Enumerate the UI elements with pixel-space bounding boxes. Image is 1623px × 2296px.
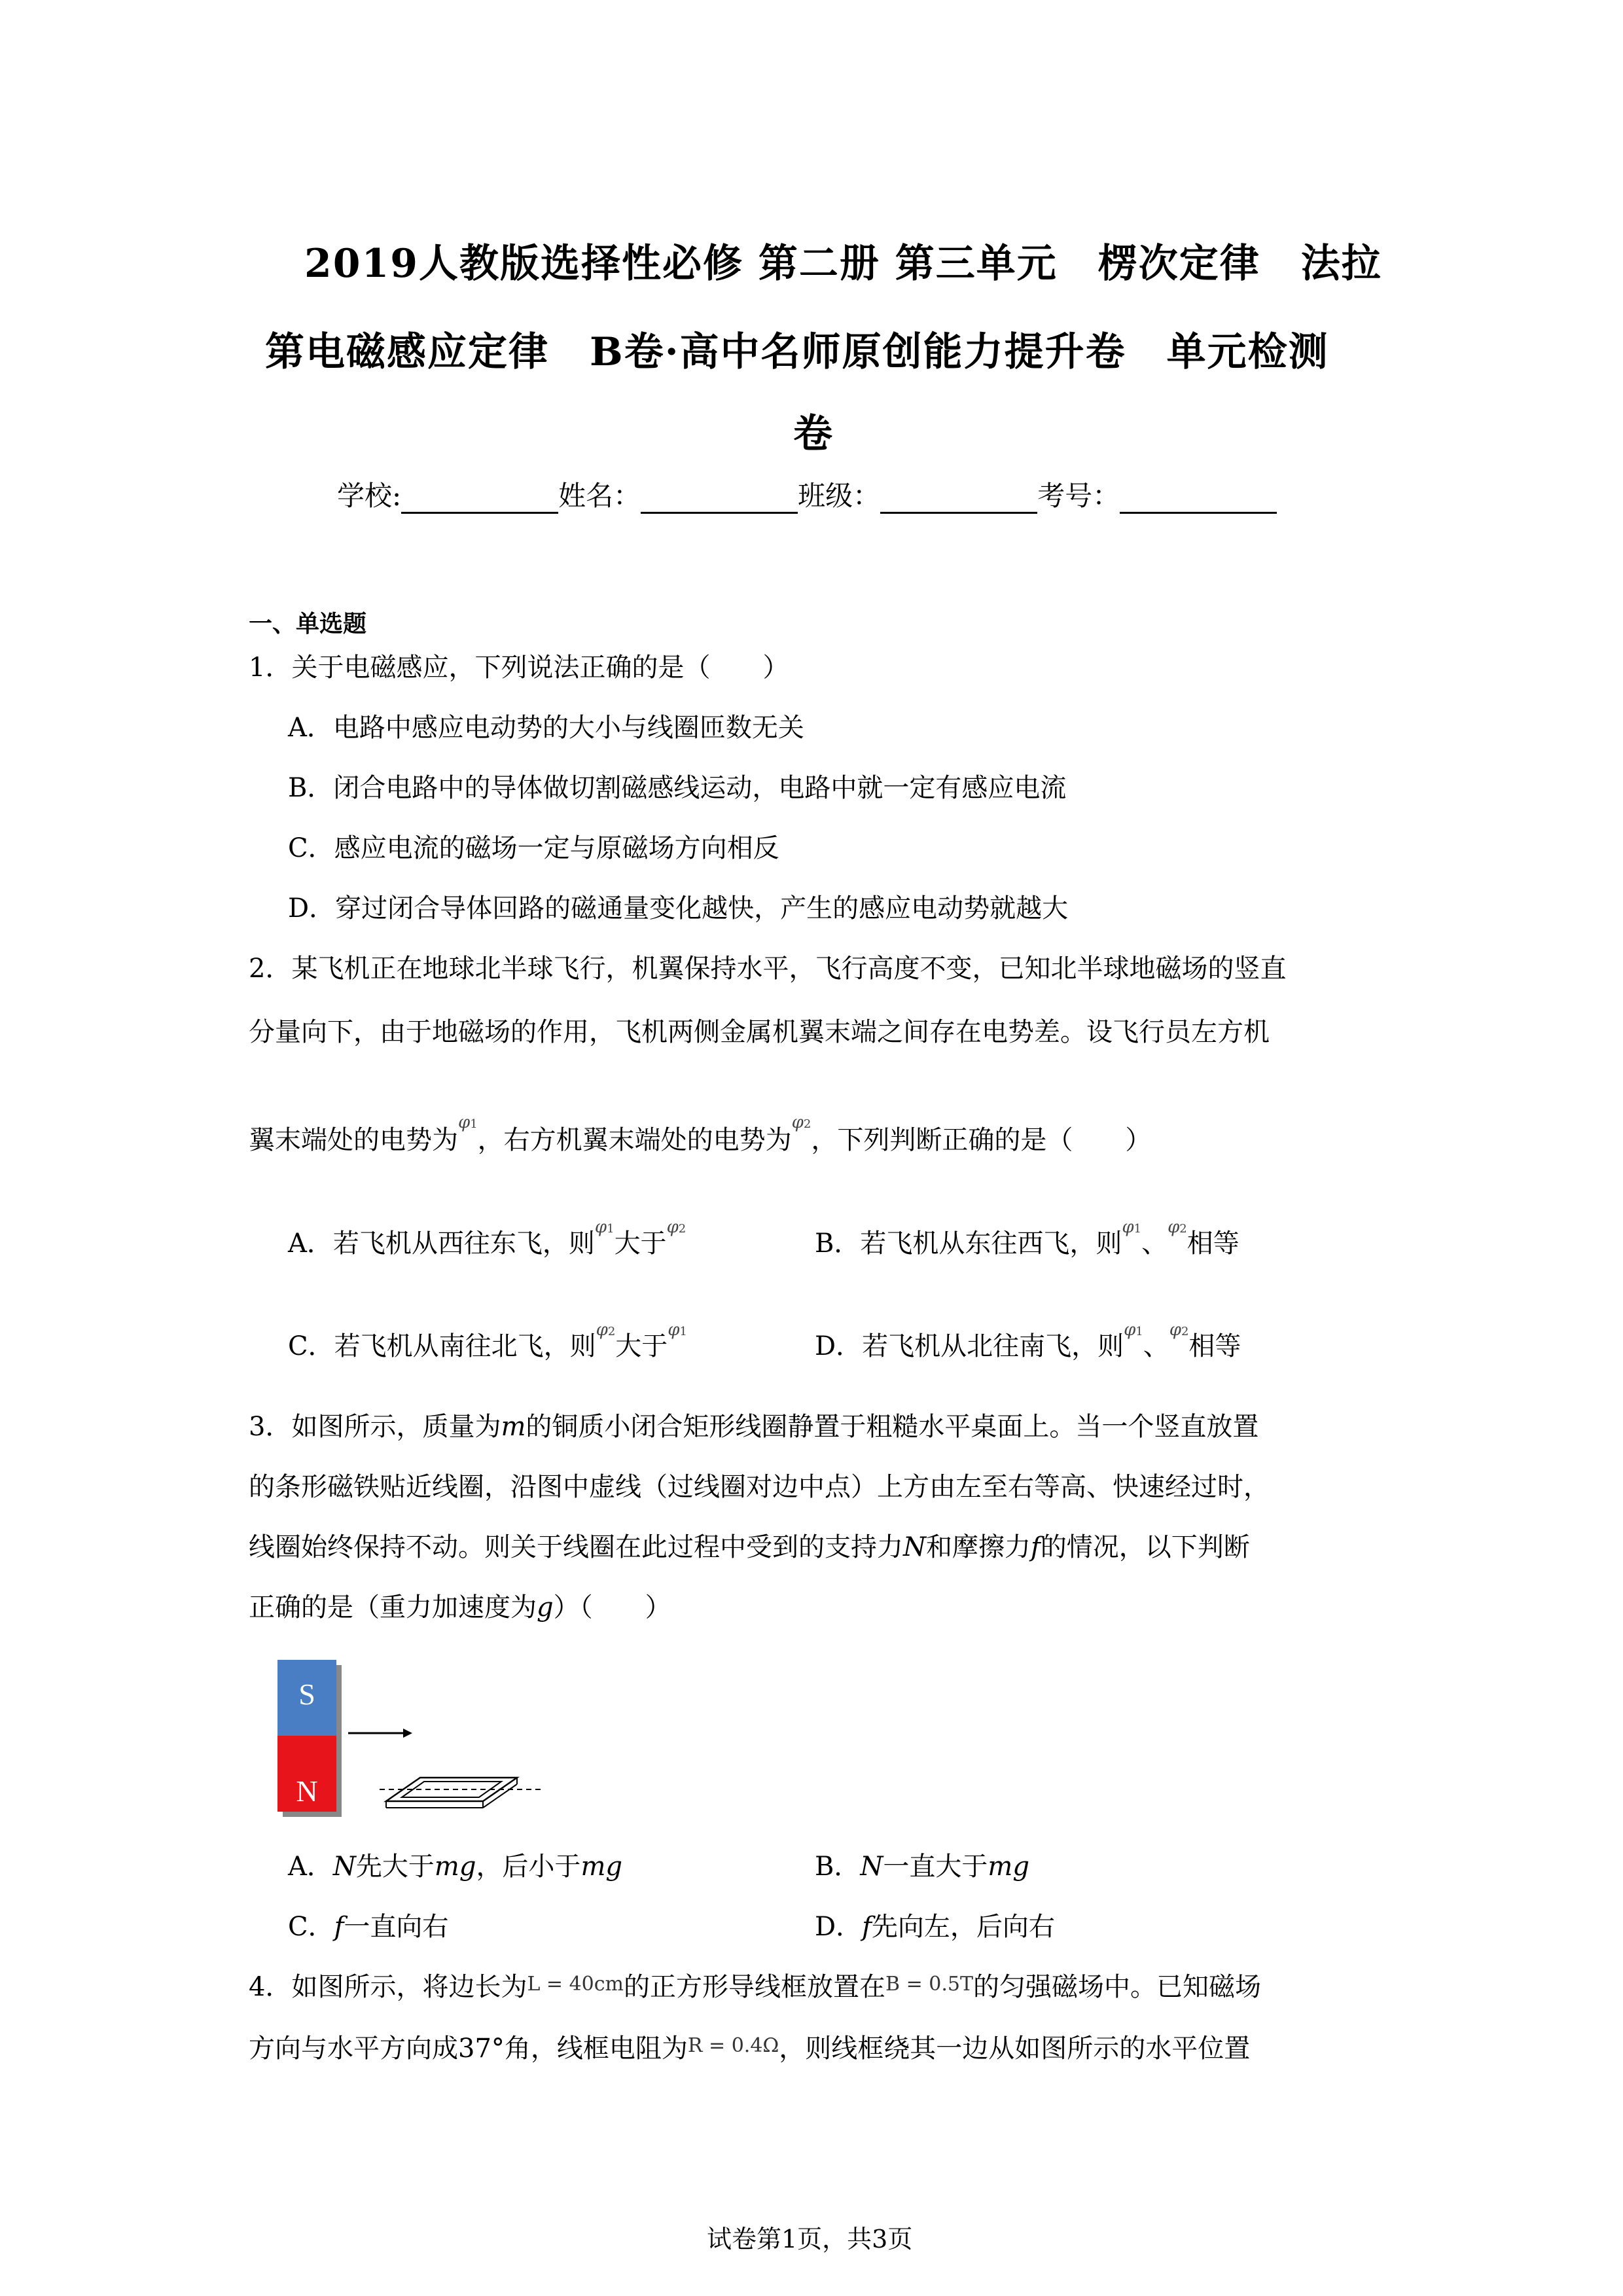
q2-option-a: A．若飞机从西往东飞，则$^{\varphi 1}$大于$^{\varphi 2}$ <box>288 1217 687 1259</box>
name-label: 姓名： <box>558 480 641 512</box>
q2-text-c: ，下列判断正确的是（ ） <box>811 1125 1152 1155</box>
q1-option-d: D．穿过闭合导体回路的磁通量变化越快，产生的感应电动势就越大 <box>288 893 1069 924</box>
q3-line-3: 线圈始终保持不动。则关于线圈在此过程中受到的支持力N和摩擦力f的情况，以下判断 <box>249 1532 1250 1562</box>
phi2-symbol: φ2 <box>596 1320 616 1340</box>
phi2-symbol: φ2 <box>791 1113 812 1132</box>
coil-thickness-edge <box>483 1784 517 1808</box>
page-footer: 试卷第1页，共3页 <box>707 2225 913 2253</box>
title-line-3: 卷 <box>793 411 834 457</box>
name-blank[interactable] <box>641 486 798 514</box>
magnet-coil-figure <box>275 1656 550 1826</box>
field-formula: B = 0.5T <box>885 1973 973 1996</box>
magnet-s-label: S <box>298 1677 315 1711</box>
title-line-2: 第电磁感应定律 B卷·高中名师原创能力提升卷 单元检测 <box>265 329 1329 375</box>
q2-line-1: 2．某飞机正在地球北半球飞行，机翼保持水平，飞行高度不变，已知北半球地磁场的竖直 <box>249 954 1287 984</box>
q2-text-b: ，右方机翼末端处的电势为 <box>477 1125 792 1155</box>
q1-option-b: B．闭合电路中的导体做切割磁感线运动，电路中就一定有感应电流 <box>288 773 1067 803</box>
q3-line-2: 的条形磁铁贴近线圈，沿图中虚线（过线圈对边中点）上方由左至右等高、快速经过时， <box>249 1472 1270 1502</box>
id-label: 考号： <box>1037 480 1120 512</box>
phi2-symbol: φ2 <box>1169 1320 1189 1340</box>
phi2-symbol: φ2 <box>1168 1217 1187 1237</box>
q2-line-3 <box>249 1113 1152 1157</box>
q3-option-a: A．N先大于mg，后小于mg <box>288 1852 622 1882</box>
id-blank[interactable] <box>1120 486 1277 514</box>
phi1-symbol: φ1 <box>458 1113 478 1132</box>
class-label: 班级： <box>798 480 881 512</box>
q1-option-a: A．电路中感应电动势的大小与线圈匝数无关 <box>288 713 804 743</box>
length-formula: L = 40cm <box>527 1973 624 1996</box>
q2-option-c: C．若飞机从南往北飞，则$^{\varphi 2}$大于$^{\varphi 1}$ <box>288 1320 687 1361</box>
q3-option-d: D．f先向左，后向右 <box>815 1912 1055 1942</box>
student-info-line <box>337 475 1277 514</box>
q4-line-2: 方向与水平方向成37°角，线框电阻为$^{R = 0.4\Omega}$，则线框绕其一边从如图所示的水平位置 <box>249 2034 1251 2064</box>
q2-option-b: B．若飞机从东往西飞，则$^{\varphi 1}$、$^{\varphi 2}$相等 <box>815 1217 1240 1259</box>
class-blank[interactable] <box>880 486 1037 514</box>
q3-option-c: C．f一直向右 <box>288 1912 449 1942</box>
phi1-symbol: φ1 <box>668 1320 687 1340</box>
phi1-symbol: φ1 <box>1122 1217 1142 1237</box>
school-blank[interactable] <box>401 486 558 514</box>
title-line-1: 2019人教版选择性必修 第二册 第三单元 楞次定律 法拉 <box>304 241 1382 287</box>
phi1-symbol: φ1 <box>1124 1320 1143 1340</box>
magnet-n-label: N <box>296 1774 318 1808</box>
q1-option-c: C．感应电流的磁场一定与原磁场方向相反 <box>288 833 779 863</box>
motion-arrowhead <box>403 1729 412 1738</box>
school-label: 学校: <box>337 480 402 512</box>
resistance-formula: R = 0.4Ω <box>687 2034 779 2057</box>
q2-line-2: 分量向下，由于地磁场的作用，飞机两侧金属机翼末端之间存在电势差。设飞行员左方机 <box>249 1017 1270 1047</box>
q4-line-1: 4．如图所示，将边长为$^{L = 40cm}$的正方形导线框放置在$^{B = 0.5T}$的匀强磁场中。已知磁场 <box>249 1972 1261 2002</box>
q3-option-b: B．N一直大于mg <box>815 1852 1029 1882</box>
q3-line-1: 3．如图所示，质量为m的铜质小闭合矩形线圈静置于粗糙水平桌面上。当一个竖直放置 <box>249 1412 1259 1442</box>
phi2-symbol: φ2 <box>666 1217 687 1237</box>
phi1-symbol: φ1 <box>594 1217 615 1237</box>
q1-stem: 1．关于电磁感应，下列说法正确的是（ ） <box>249 653 789 683</box>
q2-text-a: 翼末端处的电势为 <box>249 1125 458 1155</box>
q3-line-4: 正确的是（重力加速度为g）（ ） <box>249 1592 671 1623</box>
section-heading: 一、单选题 <box>249 610 367 637</box>
q2-option-d: D．若飞机从北往南飞，则$^{\varphi 1}$、$^{\varphi 2}$相等 <box>815 1320 1241 1361</box>
